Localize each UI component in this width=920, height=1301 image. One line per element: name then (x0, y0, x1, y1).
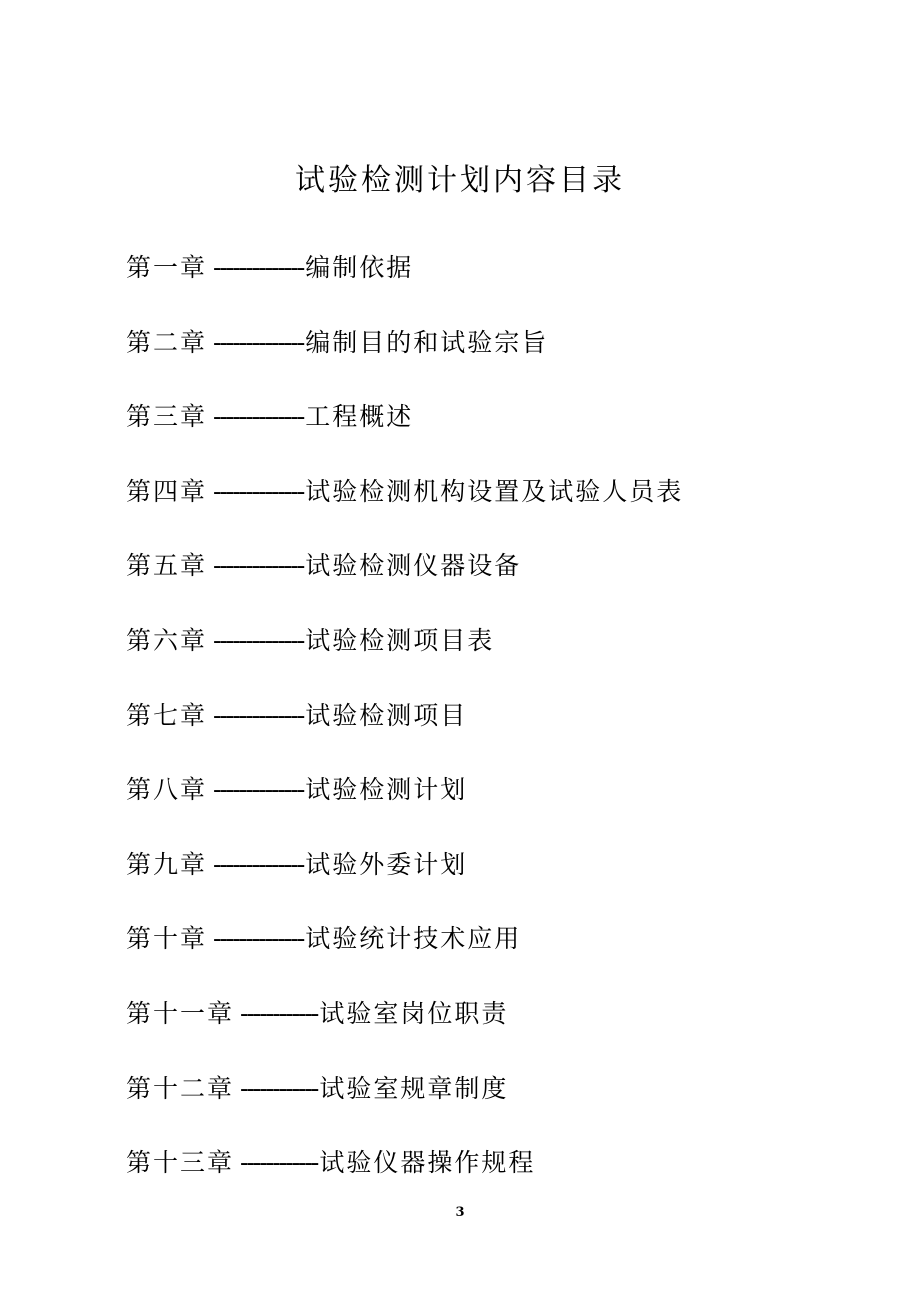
chapter-title: 试验检测项目表 (305, 625, 495, 655)
chapter-title: 试验检测计划 (305, 775, 468, 805)
chapter-number: 第六章 (126, 625, 208, 655)
toc-entry-3 (126, 392, 826, 467)
dot-leader: -------------- (213, 625, 304, 655)
dot-leader: -------------- (213, 849, 304, 879)
dot-leader: -------------- (213, 327, 304, 357)
chapter-number: 第八章 (126, 775, 208, 805)
toc-entry-1 (126, 243, 826, 318)
chapter-title: 试验室规章制度 (319, 1073, 509, 1103)
page-title: 试验检测计划内容目录 (295, 163, 625, 198)
toc-entry-9 (126, 840, 826, 915)
chapter-title: 试验室岗位职责 (319, 998, 509, 1028)
chapter-title: 编制依据 (305, 253, 414, 282)
chapter-title: 工程概述 (305, 402, 414, 432)
dot-leader: -------------- (213, 476, 304, 506)
page-number: 3 (455, 1205, 465, 1220)
chapter-number: 第十章 (126, 924, 208, 954)
toc-entry-6 (126, 616, 826, 691)
chapter-number: 第十三章 (126, 1148, 235, 1178)
chapter-title: 试验统计技术应用 (305, 924, 522, 954)
dot-leader: ------------ (240, 1148, 318, 1178)
dot-leader: -------------- (213, 551, 304, 581)
chapter-number: 第一章 (126, 253, 208, 282)
chapter-title: 试验仪器操作规程 (319, 1148, 536, 1178)
toc-entry-2 (126, 318, 826, 393)
chapter-number: 第二章 (126, 327, 208, 357)
toc-entry-8 (126, 765, 826, 840)
chapter-number: 第四章 (126, 476, 208, 506)
dot-leader: -------------- (213, 775, 304, 805)
toc-entry-7 (126, 691, 826, 766)
chapter-title: 试验外委计划 (305, 849, 468, 879)
dot-leader: ------------ (240, 1073, 318, 1103)
chapter-number: 第十一章 (126, 998, 235, 1028)
dot-leader: ------------ (240, 998, 318, 1028)
chapter-title: 试验检测项目 (305, 700, 468, 730)
chapter-number: 第五章 (126, 551, 208, 581)
chapter-number: 第九章 (126, 849, 208, 879)
toc-entry-11 (126, 989, 826, 1064)
chapter-title: 试验检测机构设置及试验人员表 (305, 476, 684, 506)
dot-leader: -------------- (213, 700, 304, 730)
toc-entry-5 (126, 541, 826, 616)
chapter-title: 试验检测仪器设备 (305, 551, 522, 581)
dot-leader: -------------- (213, 924, 304, 954)
toc-entry-4 (126, 467, 826, 542)
dot-leader: -------------- (213, 253, 304, 282)
table-of-contents (126, 243, 826, 1213)
toc-entry-10 (126, 914, 826, 989)
dot-leader: -------------- (213, 402, 304, 432)
chapter-number: 第十二章 (126, 1073, 235, 1103)
chapter-number: 第七章 (126, 700, 208, 730)
toc-entry-12 (126, 1064, 826, 1139)
toc-entry-13 (126, 1138, 826, 1213)
chapter-title: 编制目的和试验宗旨 (305, 327, 549, 357)
chapter-number: 第三章 (126, 402, 208, 432)
